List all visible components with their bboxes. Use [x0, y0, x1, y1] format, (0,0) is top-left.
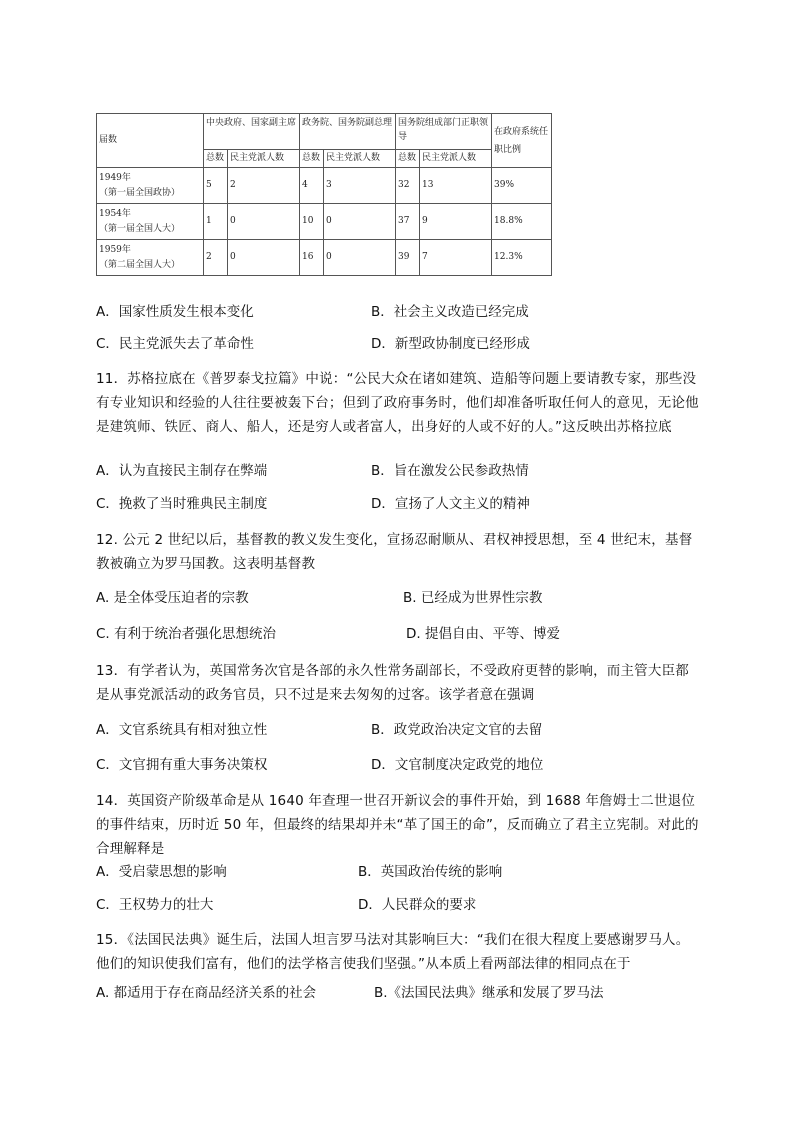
- cell: 10: [300, 204, 324, 240]
- q14-option-b: B．英国政治传统的影响: [358, 864, 503, 880]
- q14-option-c: C．王权势力的壮大: [96, 897, 214, 913]
- header-session: 届数: [97, 114, 204, 168]
- cell: 37: [396, 204, 420, 240]
- cell: 16: [300, 240, 324, 276]
- cell: 18.8%: [492, 204, 552, 240]
- data-table: [96, 113, 552, 276]
- cell: 2: [204, 240, 228, 276]
- q11-option-a: A．认为直接民主制存在弊端: [96, 463, 268, 479]
- cell: 39: [396, 240, 420, 276]
- table-row: [97, 240, 552, 276]
- q13-text: 13．有学者认为，英国常务次官是各部的永久性常务副部长，不受政府更替的影响，而主管大臣都是从事党派活动的政务官员，只不过是来去匆匆的过客。该学者意在强调: [96, 663, 689, 703]
- cell: 2: [228, 168, 300, 204]
- cell: 12.3%: [492, 240, 552, 276]
- q10-option-b: B．社会主义改造已经完成: [371, 304, 529, 320]
- q10-option-d: D．新型政协制度已经形成: [371, 336, 530, 352]
- table-row: [97, 168, 552, 204]
- header-dem: 民主党派人数: [324, 150, 396, 168]
- cell: 0: [228, 204, 300, 240]
- cell: 5: [204, 168, 228, 204]
- row-session: 1954年 （第一届全国人大）: [97, 204, 204, 240]
- q12-option-b: B. 已经成为世界性宗教: [403, 590, 543, 606]
- row-session: 1959年 （第二届全国人大）: [97, 240, 204, 276]
- cell: 7: [420, 240, 492, 276]
- header-group3: 国务院组成部门正职领导: [396, 114, 492, 150]
- cell: 0: [324, 240, 396, 276]
- header-dem: 民主党派人数: [228, 150, 300, 168]
- header-group1: 中央政府、国家副主席: [204, 114, 300, 150]
- q10-option-a: A．国家性质发生根本变化: [96, 304, 254, 320]
- q11-option-d: D．宣扬了人文主义的精神: [371, 496, 530, 512]
- cell: 3: [324, 168, 396, 204]
- q15-option-b: B.《法国民法典》继承和发展了罗马法: [374, 985, 604, 1001]
- q12-text: 12. 公元 2 世纪以后，基督教的教义发生变化，宣扬忍耐顺从、君权神授思想，至 4 世纪末，基督教被确立为罗马国教。这表明基督教: [96, 532, 693, 572]
- cell: 32: [396, 168, 420, 204]
- header-total: 总数: [300, 150, 324, 168]
- cell: 4: [300, 168, 324, 204]
- q12-option-c: C. 有利于统治者强化思想统治: [96, 626, 277, 642]
- cell: 1: [204, 204, 228, 240]
- cell: 13: [420, 168, 492, 204]
- header-ratio: 在政府系统任职比例: [492, 114, 552, 168]
- q13-option-c: C．文官拥有重大事务决策权: [96, 757, 268, 773]
- header-group2: 政务院、国务院副总理: [300, 114, 396, 150]
- q13-option-b: B．政党政治决定文官的去留: [371, 722, 543, 738]
- q12-option-a: A. 是全体受压迫者的宗教: [96, 590, 249, 606]
- cell: 0: [228, 240, 300, 276]
- cell: 39%: [492, 168, 552, 204]
- q13-option-a: A．文官系统具有相对独立性: [96, 722, 268, 738]
- header-total: 总数: [396, 150, 420, 168]
- q11-text: 11．苏格拉底在《普罗泰戈拉篇》中说：“公民大众在诸如建筑、造船等问题上要请教专家，那些没有专业知识和经验的人往往要被轰下台；但到了政府事务时，他们却准备听取任何人的意见，无论他是建筑师、铁匠、商人、船人，还是穷人或者富人，出身好的人或不好的人。”这反映出苏格拉底: [96, 371, 699, 435]
- q10-option-c: C．民主党派失去了革命性: [96, 336, 254, 352]
- header-dem: 民主党派人数: [420, 150, 492, 168]
- q11-option-b: B．旨在激发公民参政热情: [371, 463, 529, 479]
- q12-option-d: D. 提倡自由、平等、博爱: [406, 626, 560, 642]
- q14-text: 14．英国资产阶级革命是从 1640 年查理一世召开新议会的事件开始，到 1688 年詹姆士二世退位的事件结束，历时近 50 年，但最终的结果却并未“革了国王的命”，反而确立了君主立宪制。对此的合理解释是: [96, 793, 699, 857]
- q14-option-a: A．受启蒙思想的影响: [96, 864, 227, 880]
- header-total: 总数: [204, 150, 228, 168]
- row-session: 1949年 （第一届全国政协）: [97, 168, 204, 204]
- cell: 0: [324, 204, 396, 240]
- q15-text: 15．《法国民法典》诞生后，法国人坦言罗马法对其影响巨大：“我们在很大程度上要感谢罗马人。他们的知识使我们富有，他们的法学格言使我们坚强。”从本质上看两部法律的相同点在于: [96, 932, 690, 972]
- cell: 9: [420, 204, 492, 240]
- table-row: [97, 204, 552, 240]
- q15-option-a: A. 都适用于存在商品经济关系的社会: [96, 985, 317, 1001]
- q11-option-c: C．挽救了当时雅典民主制度: [96, 496, 268, 512]
- q13-option-d: D．文官制度决定政党的地位: [371, 757, 544, 773]
- q14-option-d: D．人民群众的要求: [358, 897, 477, 913]
